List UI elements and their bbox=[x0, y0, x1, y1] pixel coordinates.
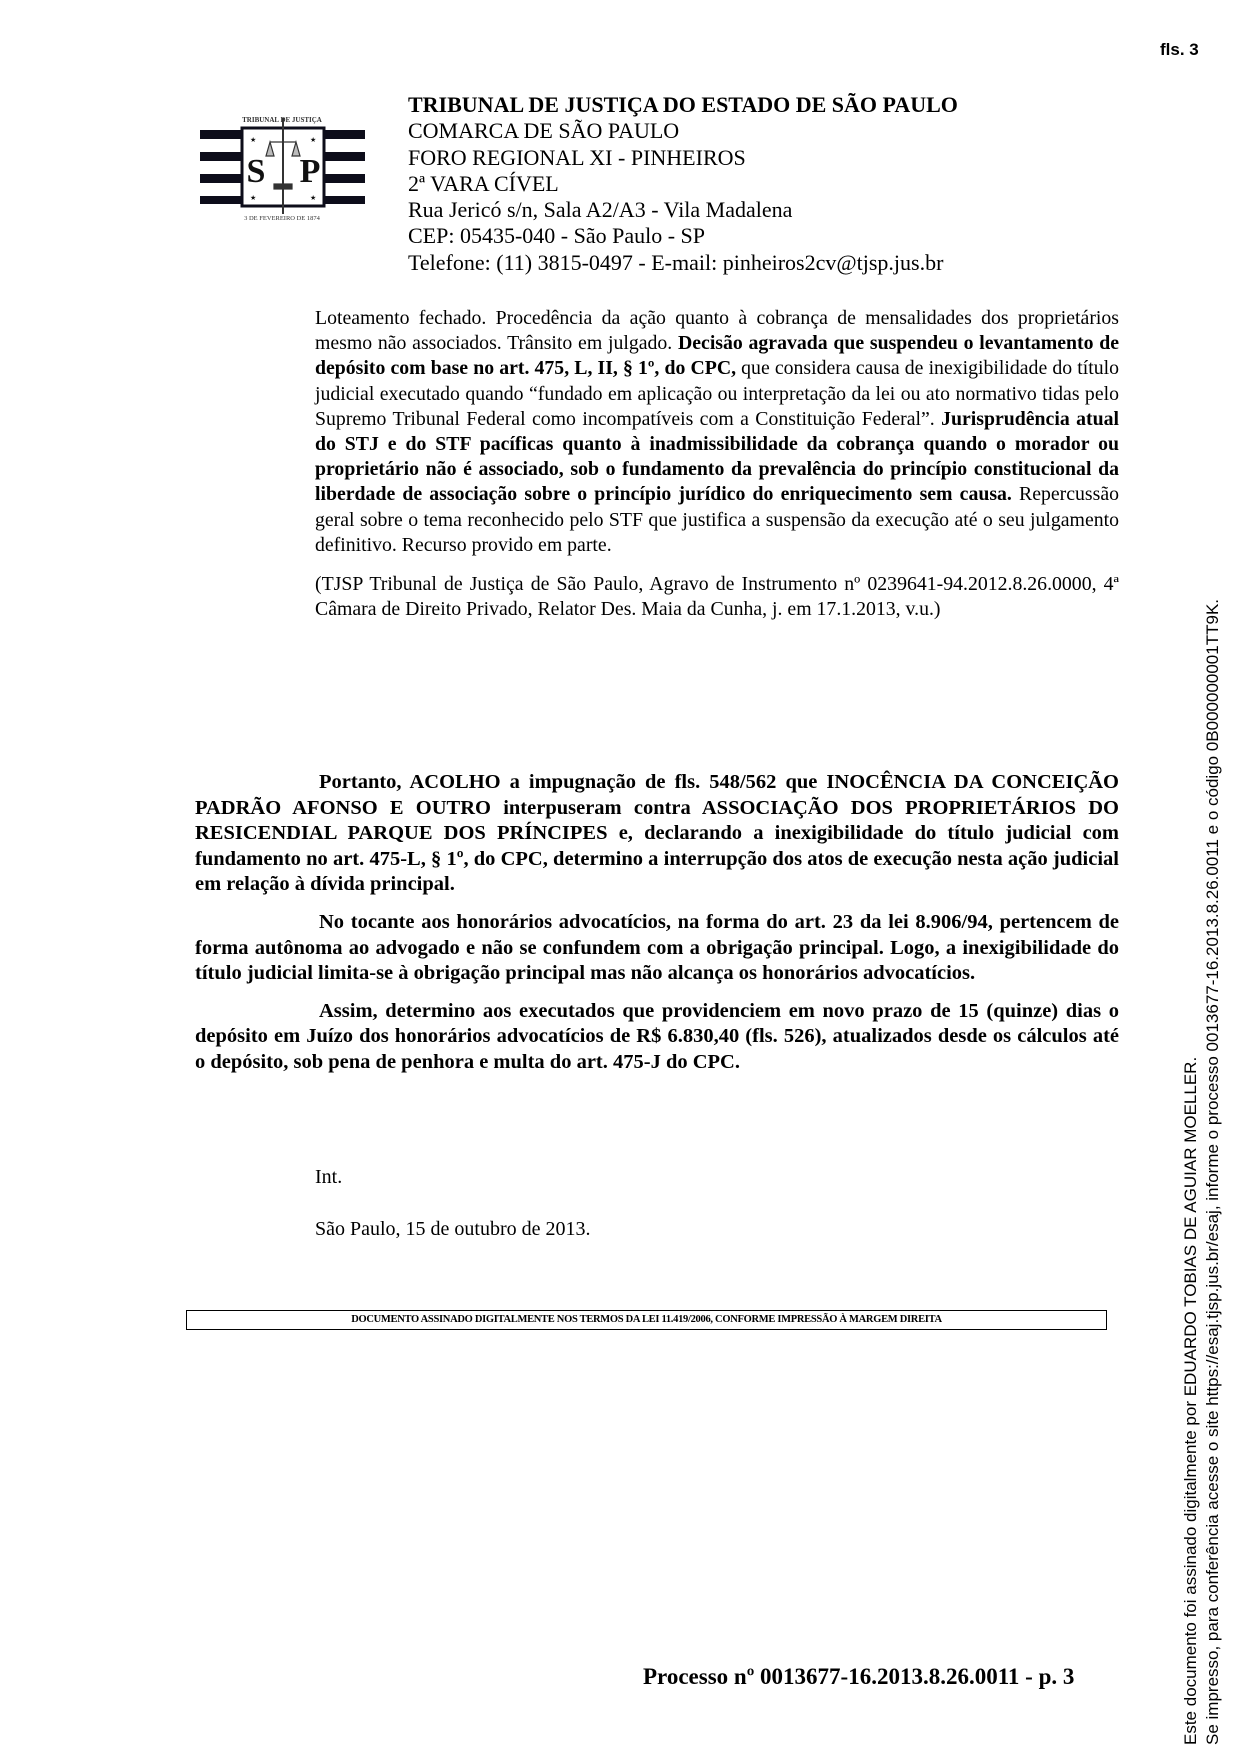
comarca: COMARCA DE SÃO PAULO bbox=[408, 118, 680, 144]
int-note: Int. bbox=[315, 1166, 343, 1188]
paragraph: Assim, determino aos executados que providenciem em novo prazo de 15 (quinze) dias o depósito em Juízo dos honorários advocatícios de R$ 6.830,40 (fls. 526), atualizados desde os cálculos até o depósito, sob pena de penhora e multa do art. 475-J do CPC. bbox=[195, 999, 1119, 1073]
paragraph: Portanto, ACOLHO a impugnação de fls. 548/562 que INOCÊNCIA DA CONCEIÇÃO PADRÃO AFONSO E OUTRO interpuseram contra ASSOCIAÇÃO DOS PROPRIETÁRIOS DO RESICENDIAL PARQUE DOS PRÍNCIPES e, declarando a inexigibilidade do título judicial com fundamento no art. 475-L, § 1º, do CPC, determino a interrupção dos atos de execução nesta ação judicial em relação à dívida principal. bbox=[195, 771, 1119, 896]
jurisprudence-quote bbox=[315, 306, 1119, 622]
quote-segment: Loteamento fechado. Procedência da ação quanto à cobrança de mensalidades dos proprietários mesmo não associados. Trânsito em julgado. bbox=[315, 307, 1119, 355]
stamp-line-1: Este documento foi assinado digitalmente por EDUARDO TOBIAS DE AGUIAR MOELLER. bbox=[1181, 1056, 1200, 1745]
quote-segment: que considera causa de inexigibilidade do título judicial executado quando “fundado em aplicação ou interpretação da lei ou ato normativo tidas pelo Supremo Tribunal Federal como incompatíveis com a Constituição Federal”. bbox=[315, 357, 1119, 430]
stamp-line-2: Se impresso, para conferência acesse o site https://esaj.tjsp.jus.br/esaj, informe o processo 0013677-16.2013.8.26.0011 e o código 0B000000001TT9K. bbox=[1203, 598, 1222, 1745]
page-marker: fls. 3 bbox=[1160, 40, 1199, 59]
logo-right-letter: P bbox=[299, 153, 321, 190]
svg-text:★: ★ bbox=[250, 136, 257, 144]
quote-segment-bold: Decisão agravada que suspendeu o levantamento de depósito com base no art. 475, L, II, § 1º, do CPC, bbox=[315, 332, 1119, 380]
foro: FORO REGIONAL XI - PINHEIROS bbox=[408, 144, 746, 170]
date-line: São Paulo, 15 de outubro de 2013. bbox=[315, 1218, 591, 1240]
signature-notice: DOCUMENTO ASSINADO DIGITALMENTE NOS TERMOS DA LEI 11.419/2006, CONFORME IMPRESSÃO À MARGEM DIREITA bbox=[186, 1310, 1107, 1330]
logo-top-text: TRIBUNAL DE JUSTIÇA bbox=[242, 116, 322, 124]
quote-segment: Repercussão geral sobre o tema reconhecido pelo STF que justifica a suspensão da execução até o seu julgamento definitivo. Recurso provido em parte. bbox=[315, 483, 1119, 556]
svg-text:★: ★ bbox=[310, 194, 317, 202]
letterhead bbox=[408, 92, 958, 276]
svg-text:★: ★ bbox=[250, 194, 257, 202]
decision-body bbox=[195, 770, 1119, 1088]
quote-citation: (TJSP Tribunal de Justiça de São Paulo, Agravo de Instrumento nº 0239641-94.2012.8.26.0000, 4ª Câmara de Direito Privado, Relator Des. Maia da Cunha, j. em 17.1.2013, v.u.) bbox=[315, 573, 1119, 621]
svg-text:★: ★ bbox=[310, 136, 317, 144]
quote-segment-bold: Jurisprudência atual do STJ e do STF pacíficas quanto à inadmissibilidade da cobrança quando o morador ou proprietário não é associado, sob o fundamento da prevalência do princípio constitucional da liberdade de associação sobre o princípio jurídico do enriquecimento sem causa. bbox=[315, 407, 1119, 506]
court-name: TRIBUNAL DE JUSTIÇA DO ESTADO DE SÃO PAULO bbox=[408, 92, 958, 117]
logo-bottom-text: 3 DE FEVEREIRO DE 1874 bbox=[244, 215, 320, 222]
contact: Telefone: (11) 3815-0497 - E-mail: pinheiros2cv@tjsp.jus.br bbox=[408, 249, 944, 275]
vara: 2ª VARA CÍVEL bbox=[408, 170, 559, 196]
process-number-footer: Processo nº 0013677-16.2013.8.26.0011 - p. 3 bbox=[643, 1664, 1075, 1689]
paragraph: No tocante aos honorários advocatícios, na forma do art. 23 da lei 8.906/94, pertencem de forma autônoma ao advogado e não se confundem com a obrigação principal. Logo, a inexigibilidade do título judicial limita-se à obrigação principal mas não alcança os honorários advocatícios. bbox=[195, 910, 1119, 985]
address: Rua Jericó s/n, Sala A2/A3 - Vila Madalena bbox=[408, 197, 793, 223]
quote-ementa bbox=[315, 306, 1119, 558]
digital-signature-stamp bbox=[1180, 599, 1224, 1745]
cep: CEP: 05435-040 - São Paulo - SP bbox=[408, 223, 706, 249]
logo-left-letter: S bbox=[246, 153, 266, 190]
court-logo bbox=[200, 112, 365, 224]
